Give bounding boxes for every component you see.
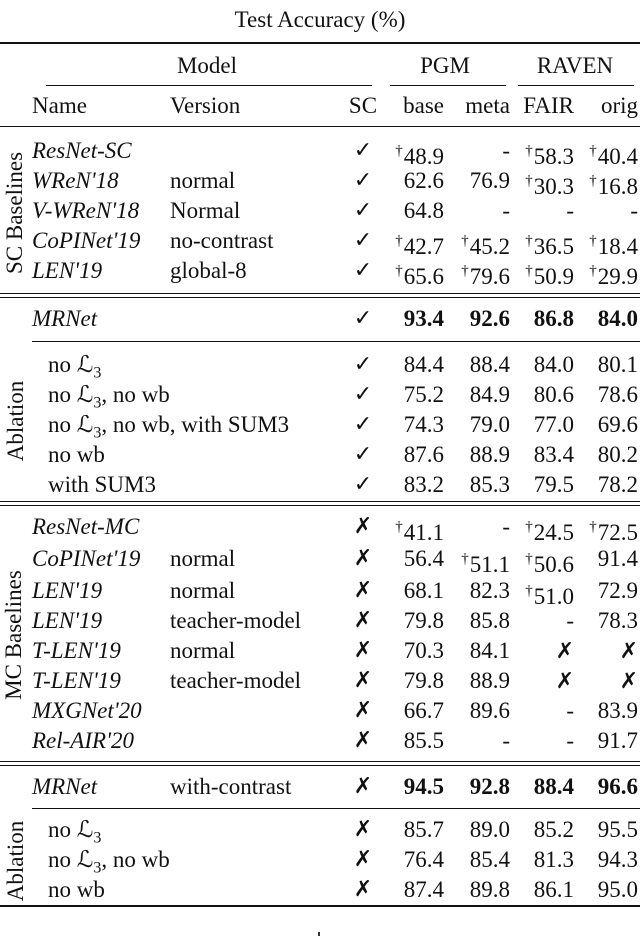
check-icon: ✓	[353, 168, 373, 193]
model-name: WReN'18	[32, 168, 119, 193]
dagger-mark: †	[589, 263, 597, 279]
table-row	[0, 136, 640, 169]
dagger-mark: †	[589, 519, 597, 535]
dagger-mark: †	[461, 263, 469, 279]
table-row	[0, 196, 640, 226]
score-orig: -	[630, 198, 638, 223]
rule-after-mc-baselines	[0, 761, 640, 762]
score-meta: 84.9	[469, 382, 510, 407]
check-icon: ✓	[353, 258, 373, 283]
dagger-mark: †	[395, 233, 403, 249]
score-base: 87.6	[403, 442, 444, 467]
header-fair: FAIR	[523, 93, 574, 118]
model-version: global-8	[170, 258, 247, 283]
score-fair: †36.5	[525, 233, 574, 259]
score-meta: 92.6	[469, 306, 510, 331]
model-name: ResNet-MC	[32, 514, 140, 539]
table-row	[0, 166, 640, 199]
model-name: no ℒ$_3$	[48, 352, 102, 382]
score-base: †41.1	[395, 519, 444, 545]
model-name: ResNet-SC	[32, 138, 132, 163]
model-name: LEN'19	[32, 608, 103, 633]
score-meta: 85.8	[469, 608, 510, 633]
score-meta: †45.2	[461, 233, 510, 259]
score-orig	[576, 666, 638, 696]
score-fair: 86.1	[533, 877, 574, 902]
model-name: MRNet	[32, 306, 98, 331]
dagger-mark: †	[525, 263, 533, 279]
score-fair: -	[566, 728, 574, 753]
dagger-mark: †	[589, 233, 597, 249]
score-base: 76.4	[403, 847, 444, 872]
score-meta: 82.3	[469, 578, 510, 603]
dagger-mark: †	[525, 519, 533, 535]
score-orig: †40.4	[589, 143, 638, 169]
score-orig: 95.0	[597, 877, 638, 902]
score-base: †48.9	[395, 143, 444, 169]
model-name: no ℒ$_3$, no wb	[48, 382, 170, 412]
score-orig: †16.8	[589, 173, 638, 199]
cross-icon: ✗	[353, 817, 373, 842]
model-name: LEN'19	[32, 578, 103, 603]
score-meta: 88.9	[469, 668, 510, 693]
dagger-mark: †	[461, 233, 469, 249]
score-fair: 79.5	[533, 472, 574, 497]
header-sc: SC	[348, 93, 378, 118]
score-orig: 78.3	[597, 608, 638, 633]
score-meta: -	[502, 198, 510, 223]
score-meta: 85.4	[469, 847, 510, 872]
rule-after-sc-ablation-2	[0, 505, 640, 506]
score-orig: 84.0	[597, 306, 638, 331]
score-fair: 85.2	[533, 817, 574, 842]
score-meta: 89.0	[469, 817, 510, 842]
check-icon: ✓	[353, 198, 373, 223]
score-orig: †72.5	[589, 519, 638, 545]
score-base: †65.6	[395, 263, 444, 289]
model-version: teacher-model	[170, 668, 302, 693]
dagger-mark: †	[589, 173, 597, 189]
model-name: MXGNet'20	[32, 698, 142, 723]
score-meta: -	[502, 728, 510, 753]
score-base: 79.8	[403, 668, 444, 693]
score-orig: 95.5	[597, 817, 638, 842]
score-meta: -	[502, 138, 510, 163]
score-fair: †50.9	[525, 263, 574, 289]
cross-icon: ✗	[353, 514, 373, 539]
cross-icon: ✗	[353, 638, 373, 663]
score-orig: 96.6	[597, 774, 638, 799]
check-icon: ✓	[353, 442, 373, 467]
cross-icon: ✗	[353, 698, 373, 723]
score-fair: -	[566, 198, 574, 223]
model-name: T-LEN'19	[32, 638, 121, 663]
header-base: base	[403, 93, 444, 118]
score-orig: 72.9	[597, 578, 638, 603]
score-orig	[576, 636, 638, 666]
score-orig: 69.6	[597, 412, 638, 437]
table-row	[0, 576, 640, 609]
score-orig: 91.7	[597, 728, 638, 753]
model-name: CoPINet'19	[32, 546, 141, 571]
score-meta: 89.8	[469, 877, 510, 902]
score-fair	[512, 636, 574, 666]
rule-after-sc-ablation	[0, 501, 640, 502]
table-row	[0, 512, 640, 545]
score-fair: †24.5	[525, 519, 574, 545]
model-name: Rel-AIR'20	[32, 728, 134, 753]
rule-after-sc-baselines-2	[0, 297, 640, 298]
model-name: no ℒ$_3$, no wb, with SUM3	[48, 412, 290, 442]
header-model: Model	[176, 53, 238, 78]
dagger-mark: †	[589, 143, 597, 159]
header-pgm: PGM	[420, 53, 470, 78]
score-fair: †50.6	[525, 551, 574, 577]
cross-icon: ✗	[619, 669, 638, 694]
score-orig: 78.2	[597, 472, 638, 497]
score-meta: 89.6	[469, 698, 510, 723]
score-meta: -	[502, 514, 510, 539]
group-ablation-mc: Ablation	[3, 820, 28, 902]
cross-icon: ✗	[353, 847, 373, 872]
score-orig: 80.1	[597, 352, 638, 377]
cross-icon: ✗	[353, 608, 373, 633]
score-fair	[512, 666, 574, 696]
score-meta: †79.6	[461, 263, 510, 289]
score-base: 75.2	[403, 382, 444, 407]
check-icon: ✓	[353, 228, 373, 253]
score-meta: 76.9	[469, 168, 510, 193]
score-base: 62.6	[403, 168, 444, 193]
score-orig: †18.4	[589, 233, 638, 259]
table-row	[0, 772, 640, 802]
score-meta: 79.0	[469, 412, 510, 437]
score-meta: 85.3	[469, 472, 510, 497]
score-fair: 88.4	[533, 774, 574, 799]
dagger-mark: †	[525, 143, 533, 159]
group-mc-baselines: MC Baselines	[1, 570, 26, 700]
table-row	[0, 410, 640, 440]
model-name: no wb	[48, 442, 105, 467]
score-meta: †51.1	[461, 551, 510, 577]
score-fair: †58.3	[525, 143, 574, 169]
table-row	[0, 440, 640, 470]
score-fair: 86.8	[533, 306, 574, 331]
model-version: Normal	[170, 198, 241, 223]
table-row	[0, 256, 640, 289]
score-orig: 80.2	[597, 442, 638, 467]
model-version: teacher-model	[170, 608, 302, 633]
score-base: 85.7	[403, 817, 444, 842]
dagger-mark: †	[461, 551, 469, 567]
table-title: Test Accuracy (%)	[234, 7, 406, 32]
table-row	[0, 636, 640, 666]
header-orig: orig	[600, 93, 638, 118]
dagger-mark: †	[525, 233, 533, 249]
check-icon: ✓	[353, 382, 373, 407]
cross-icon: ✗	[555, 669, 574, 694]
model-version: normal	[170, 578, 236, 603]
dagger-mark: †	[525, 551, 533, 567]
dagger-mark: †	[395, 519, 403, 535]
score-base: 94.5	[403, 774, 444, 799]
rule-after-sc-baselines	[0, 293, 640, 294]
pgm-underline	[390, 85, 506, 86]
cross-icon: ✗	[353, 578, 373, 603]
header-version: Version	[170, 93, 241, 118]
group-sc-baselines: SC Baselines	[2, 151, 27, 275]
score-base: 79.8	[403, 608, 444, 633]
dagger-mark: †	[395, 263, 403, 279]
rule-after-mrnet-mc	[32, 808, 640, 809]
table-row	[0, 696, 640, 726]
cross-icon: ✗	[353, 546, 373, 571]
check-icon: ✓	[353, 138, 373, 163]
page-mark	[318, 932, 320, 936]
score-base: 66.7	[403, 698, 444, 723]
model-name: CoPINet'19	[32, 228, 141, 253]
score-meta: 88.4	[469, 352, 510, 377]
model-name: no ℒ$_3$, no wb	[48, 847, 170, 877]
table-row	[0, 470, 640, 500]
table-row	[0, 350, 640, 380]
score-fair: †51.0	[525, 583, 574, 609]
model-name: MRNet	[32, 774, 98, 799]
score-orig: 83.9	[597, 698, 638, 723]
model-name: T-LEN'19	[32, 668, 121, 693]
score-base: 68.1	[403, 578, 444, 603]
cross-icon: ✗	[619, 639, 638, 664]
score-fair: -	[566, 698, 574, 723]
header-name: Name	[32, 93, 87, 118]
model-version: normal	[170, 546, 236, 571]
rule-after-mc-baselines-2	[0, 765, 640, 766]
model-version: normal	[170, 168, 236, 193]
score-base: 56.4	[403, 546, 444, 571]
score-fair: 83.4	[533, 442, 574, 467]
model-name: no ℒ$_3$	[48, 817, 102, 847]
score-base: †42.7	[395, 233, 444, 259]
cross-icon: ✗	[353, 877, 373, 902]
score-base: 83.2	[403, 472, 444, 497]
score-meta: 88.9	[469, 442, 510, 467]
score-fair: 81.3	[533, 847, 574, 872]
group-ablation-sc: Ablation	[3, 380, 28, 462]
score-base: 93.4	[403, 306, 444, 331]
score-base: 74.3	[403, 412, 444, 437]
header-raven: RAVEN	[536, 53, 614, 78]
model-name: V-WReN'18	[32, 198, 140, 223]
score-base: 85.5	[403, 728, 444, 753]
model-name: LEN'19	[32, 258, 103, 283]
table-row	[0, 726, 640, 756]
header-rule	[0, 126, 640, 127]
header-meta: meta	[465, 93, 510, 118]
model-underline	[46, 85, 372, 86]
raven-underline	[518, 85, 634, 86]
score-meta: 92.8	[469, 774, 510, 799]
table-row	[0, 380, 640, 410]
score-base: 64.8	[403, 198, 444, 223]
top-rule	[0, 42, 640, 44]
score-orig: †29.9	[589, 263, 638, 289]
table-row	[0, 666, 640, 696]
score-meta: 84.1	[469, 638, 510, 663]
score-base: 87.4	[403, 877, 444, 902]
check-icon: ✓	[353, 412, 373, 437]
cross-icon: ✗	[353, 728, 373, 753]
dagger-mark: †	[395, 143, 403, 159]
check-icon: ✓	[353, 352, 373, 377]
table-row	[0, 815, 640, 845]
model-version: with-contrast	[170, 774, 292, 799]
score-fair: †30.3	[525, 173, 574, 199]
table-row	[0, 304, 640, 334]
dagger-mark: †	[525, 583, 533, 599]
model-name: no wb	[48, 877, 105, 902]
bottom-rule	[0, 905, 640, 907]
check-icon: ✓	[353, 472, 373, 497]
model-version: no-contrast	[170, 228, 274, 253]
score-orig: 94.3	[597, 847, 638, 872]
model-name: with SUM3	[48, 472, 156, 497]
dagger-mark: †	[525, 173, 533, 189]
cross-icon: ✗	[555, 639, 574, 664]
check-icon: ✓	[353, 306, 373, 331]
table-row	[0, 875, 640, 905]
score-orig: 91.4	[597, 546, 638, 571]
score-fair: -	[566, 608, 574, 633]
table-row	[0, 226, 640, 259]
score-fair: 84.0	[533, 352, 574, 377]
score-base: 84.4	[403, 352, 444, 377]
rule-after-mrnet-sc	[32, 341, 640, 342]
cross-icon: ✗	[353, 668, 373, 693]
score-orig: 78.6	[597, 382, 638, 407]
score-fair: 80.6	[533, 382, 574, 407]
cross-icon: ✗	[353, 774, 373, 799]
table-row	[0, 606, 640, 636]
score-fair: 77.0	[533, 412, 574, 437]
table-row	[0, 544, 640, 577]
table-row	[0, 845, 640, 875]
score-base: 70.3	[403, 638, 444, 663]
model-version: normal	[170, 638, 236, 663]
